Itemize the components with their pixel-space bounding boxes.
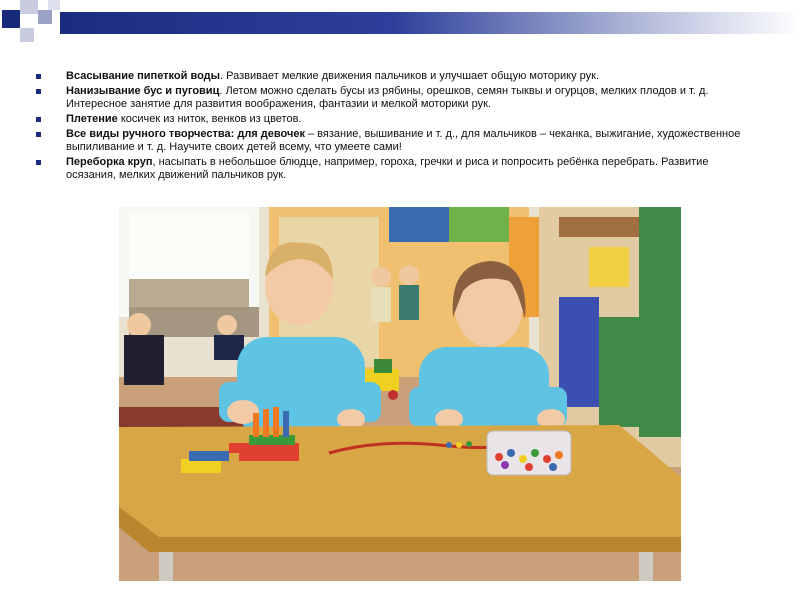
bullet-text: , насыпать в небольшое блюдце, например, гороха, гречки и риса и попросить ребёнка перебрать. Развитие осязания, мелких движений пальчиков рук. (66, 156, 709, 181)
bullet-text: . Летом можно сделать бусы из рябины, орешков, семян тыквы и огурцов, мелких плодов и т. д. Интересное занятие для развития воображения, фантазии и мелкой моторики рук. (66, 85, 709, 110)
bullet-list (36, 70, 756, 182)
bullet-item-crafts (36, 128, 756, 154)
bullet-item-beads (36, 85, 756, 111)
decor-square (20, 28, 34, 42)
classroom-photo (119, 207, 681, 581)
bullet-item-pipette (36, 70, 756, 83)
bullet-text: . Развивает мелкие движения пальчиков и улучшает общую моторику рук. (220, 70, 600, 82)
bullet-heading: Всасывание пипеткой воды (66, 70, 221, 82)
bullet-item-grains (36, 156, 756, 182)
bullet-text: – вязание, вышивание и т. д., для мальчиков – чеканка, выжигание, художественное выпиливание и т. д. Научите своих детей всему, что умеете сами! (66, 128, 741, 153)
bullet-heading: Переборка круп (66, 156, 153, 168)
bullet-item-weaving (36, 113, 756, 126)
square-bullet-icon (36, 74, 41, 79)
decor-square (2, 10, 20, 28)
bullet-heading: Все виды ручного творчества: для девочек (66, 128, 305, 140)
bullet-text: косичек из ниток, венков из цветов. (117, 113, 302, 125)
square-bullet-icon (36, 117, 41, 122)
decor-square (48, 0, 60, 10)
bullet-heading: Нанизывание бус и пуговиц (66, 85, 220, 97)
square-bullet-icon (36, 132, 41, 137)
square-bullet-icon (36, 160, 41, 165)
bullet-heading: Плетение (66, 113, 118, 125)
square-bullet-icon (36, 89, 41, 94)
decor-square (20, 0, 38, 14)
decor-square (38, 10, 52, 24)
title-bar-decoration (60, 12, 800, 34)
slide-content (36, 70, 756, 184)
